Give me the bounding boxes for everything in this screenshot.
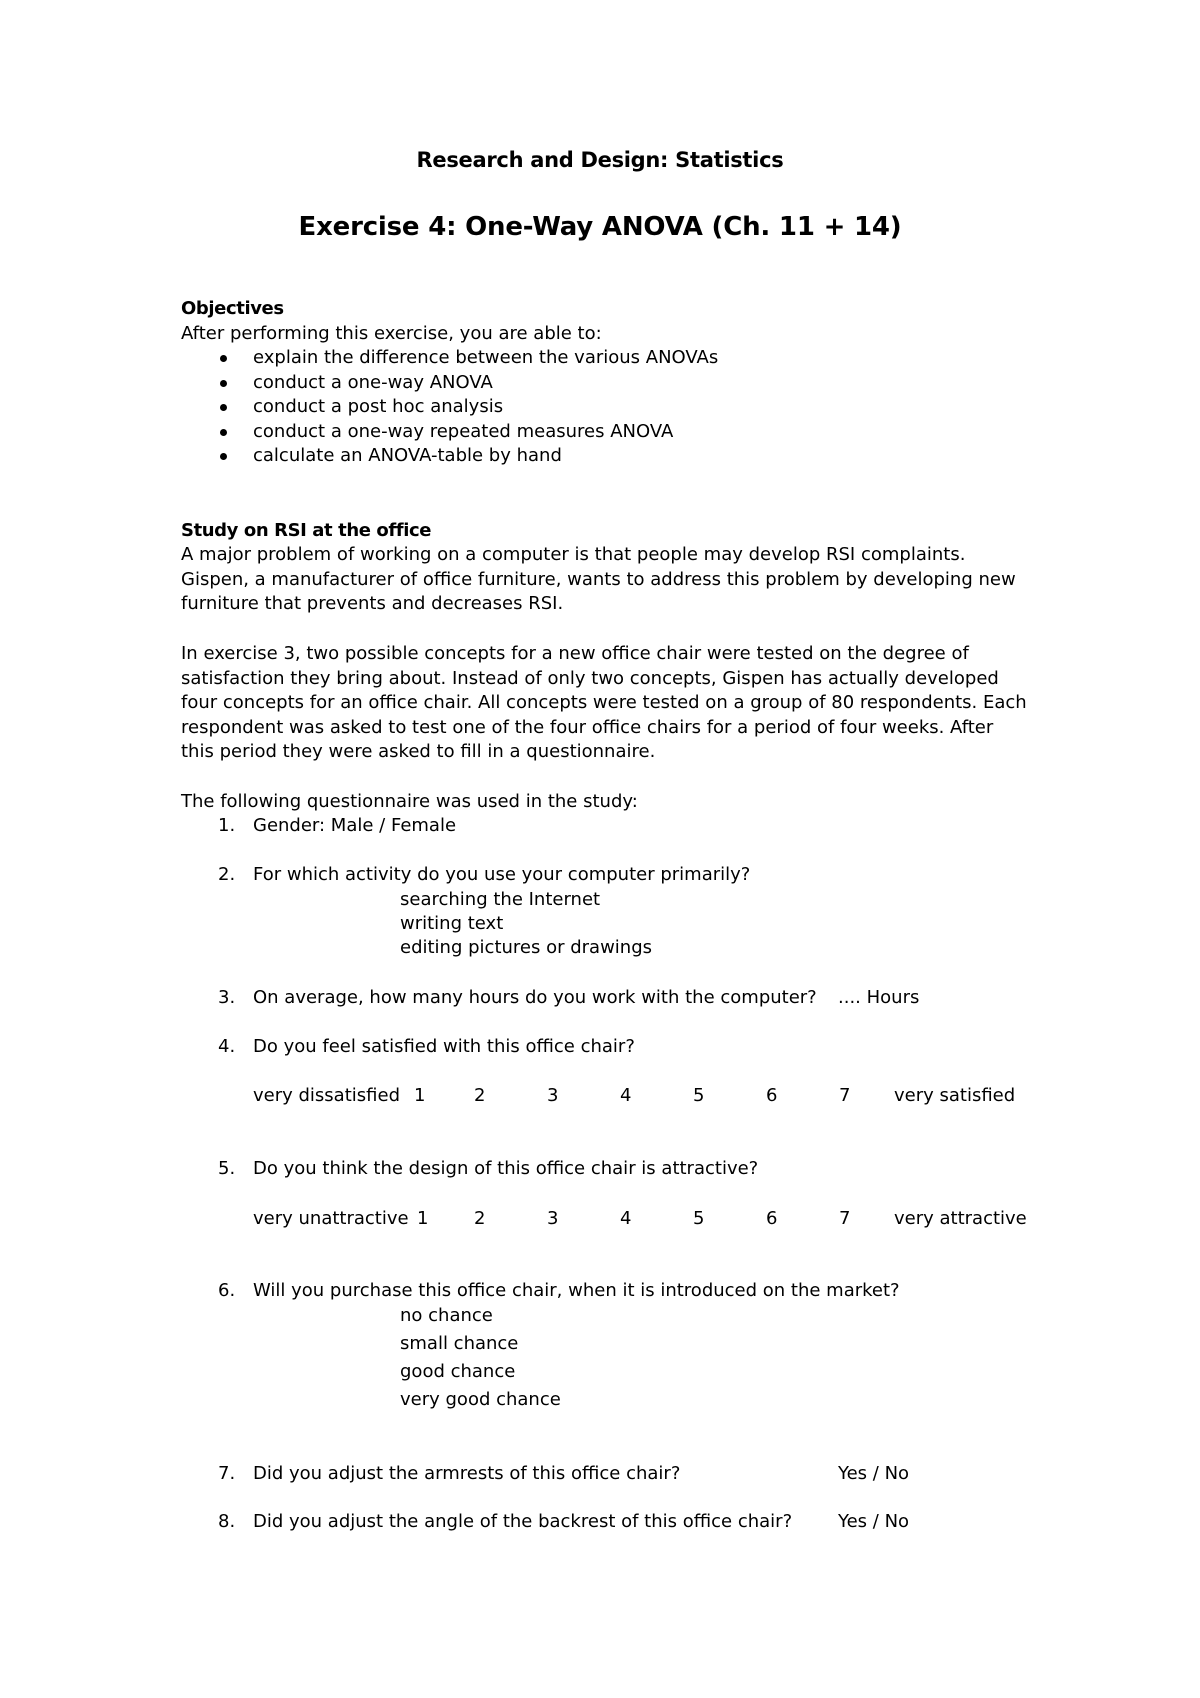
objective-item: conduct a post hoc analysis — [253, 396, 504, 417]
questionnaire-intro: The following questionnaire was used in the study: — [181, 791, 638, 812]
study-paragraph-line: furniture that prevents and decreases RSI. — [181, 593, 564, 614]
study-paragraph-line: respondent was asked to test one of the four office chairs for a period of four weeks. After — [181, 717, 994, 738]
question-option: searching the Internet — [400, 889, 601, 910]
question-number: 8. — [218, 1511, 236, 1532]
question-text: For which activity do you use your computer primarily? — [253, 864, 751, 885]
question-option: very good chance — [400, 1389, 561, 1410]
question-option: no chance — [400, 1305, 493, 1326]
question-answer: .... Hours — [838, 987, 920, 1008]
question-number: 2. — [218, 864, 236, 885]
question-text: Do you feel satisfied with this office chair? — [253, 1036, 635, 1057]
question-number: 1. — [218, 815, 236, 836]
scale-low-label: very dissatisfied — [253, 1085, 400, 1106]
question-text: On average, how many hours do you work with the computer? — [253, 987, 817, 1008]
objective-item: calculate an ANOVA-table by hand — [253, 445, 562, 466]
question-text: Do you think the design of this office chair is attractive? — [253, 1158, 759, 1179]
study-paragraph-line: satisfaction they bring about. Instead of only two concepts, Gispen has actually developed — [181, 668, 999, 689]
question-number: 3. — [218, 987, 236, 1008]
bullet-icon — [220, 380, 227, 387]
bullet-icon — [220, 429, 227, 436]
scale-point: 1 — [417, 1208, 429, 1229]
scale-high-label: very attractive — [894, 1208, 1027, 1229]
scale-point: 6 — [766, 1085, 778, 1106]
scale-point: 5 — [693, 1208, 705, 1229]
scale-point: 7 — [839, 1085, 851, 1106]
scale-point: 1 — [414, 1085, 426, 1106]
page-header: Research and Design: Statistics — [416, 148, 784, 172]
bullet-icon — [220, 355, 227, 362]
objectives-heading: Objectives — [181, 298, 284, 319]
scale-point: 4 — [620, 1085, 632, 1106]
question-option: small chance — [400, 1333, 519, 1354]
scale-point: 3 — [547, 1085, 559, 1106]
scale-point: 5 — [693, 1085, 705, 1106]
question-text: Will you purchase this office chair, when it is introduced on the market? — [253, 1280, 900, 1301]
question-answer: Yes / No — [838, 1463, 910, 1484]
scale-high-label: very satisfied — [894, 1085, 1016, 1106]
objective-item: conduct a one-way repeated measures ANOVA — [253, 421, 674, 442]
question-text: Did you adjust the armrests of this office chair? — [253, 1463, 681, 1484]
study-paragraph-line: four concepts for an office chair. All concepts were tested on a group of 80 respondents. Each — [181, 692, 1027, 713]
study-paragraph-line: Gispen, a manufacturer of office furniture, wants to address this problem by developing new — [181, 569, 1016, 590]
question-text: Gender: Male / Female — [253, 815, 457, 836]
objective-item: explain the difference between the various ANOVAs — [253, 347, 719, 368]
scale-point: 6 — [766, 1208, 778, 1229]
question-answer: Yes / No — [838, 1511, 910, 1532]
bullet-icon — [220, 453, 227, 460]
objectives-intro: After performing this exercise, you are able to: — [181, 323, 602, 344]
question-option: writing text — [400, 913, 504, 934]
study-paragraph-line: In exercise 3, two possible concepts for a new office chair were tested on the degree of — [181, 643, 969, 664]
question-number: 4. — [218, 1036, 236, 1057]
question-option: good chance — [400, 1361, 516, 1382]
study-paragraph-line: this period they were asked to fill in a questionnaire. — [181, 741, 656, 762]
scale-point: 2 — [474, 1208, 486, 1229]
page-title: Exercise 4: One-Way ANOVA (Ch. 11 + 14) — [298, 212, 902, 242]
scale-point: 7 — [839, 1208, 851, 1229]
question-number: 7. — [218, 1463, 236, 1484]
study-heading: Study on RSI at the office — [181, 520, 432, 541]
scale-point: 4 — [620, 1208, 632, 1229]
question-option: editing pictures or drawings — [400, 937, 653, 958]
scale-low-label: very unattractive — [253, 1208, 409, 1229]
question-number: 6. — [218, 1280, 236, 1301]
question-number: 5. — [218, 1158, 236, 1179]
scale-point: 2 — [474, 1085, 486, 1106]
bullet-icon — [220, 404, 227, 411]
objective-item: conduct a one-way ANOVA — [253, 372, 493, 393]
study-paragraph-line: A major problem of working on a computer is that people may develop RSI complaints. — [181, 544, 966, 565]
scale-point: 3 — [547, 1208, 559, 1229]
question-text: Did you adjust the angle of the backrest of this office chair? — [253, 1511, 793, 1532]
